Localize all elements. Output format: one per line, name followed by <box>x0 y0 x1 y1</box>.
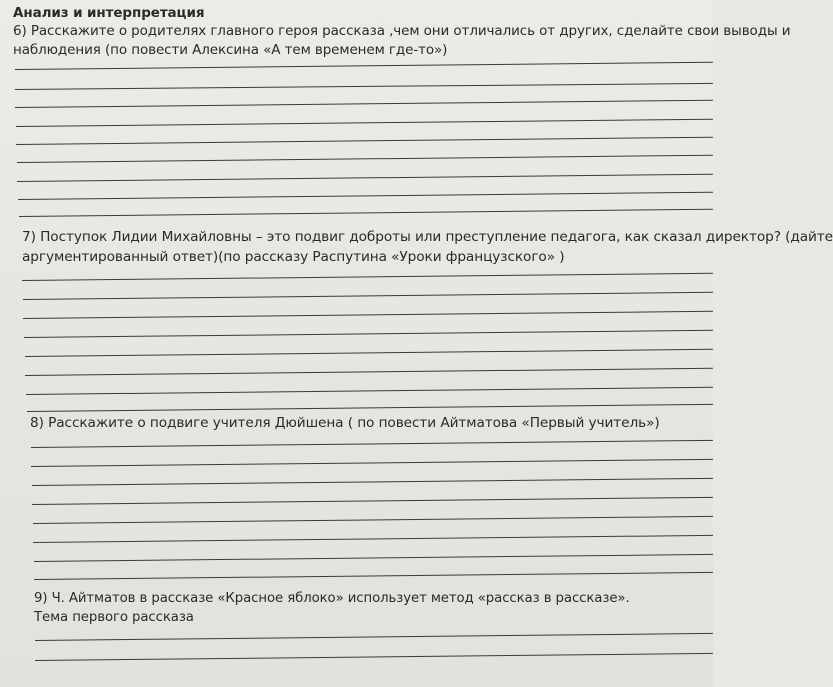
answer-line[interactable] <box>35 633 713 641</box>
answer-line[interactable] <box>18 192 713 200</box>
answer-line[interactable] <box>15 62 713 70</box>
section-title: Анализ и интерпретация <box>13 5 205 21</box>
answer-line[interactable] <box>31 459 713 467</box>
question-6-line-1: 6) Расскажите о родителях главного героя рассказа ,чем они отличались от других, сделайте свои выводы и <box>13 23 791 39</box>
answer-line[interactable] <box>23 292 713 300</box>
answer-line[interactable] <box>24 330 713 338</box>
answer-line[interactable] <box>15 100 713 108</box>
answer-line[interactable] <box>22 273 713 281</box>
answer-line[interactable] <box>23 311 713 319</box>
answer-line[interactable] <box>17 155 713 163</box>
question-6-line-2: наблюдения (по повести Алексина «А тем временем где-то») <box>13 42 448 58</box>
answer-line[interactable] <box>33 535 713 543</box>
question-7-line-1: 7) Поступок Лидии Михайловны – это подвиг доброты или преступление педагога, как сказал директор? (дайте <box>22 229 833 245</box>
answer-line[interactable] <box>27 404 713 412</box>
answer-line[interactable] <box>16 119 713 127</box>
answer-line[interactable] <box>32 478 713 486</box>
question-8-line-1: 8) Расскажите о подвиге учителя Дюйшена ( по повести Айтматова «Первый учитель») <box>30 415 660 431</box>
answer-line[interactable] <box>17 174 713 182</box>
answer-line[interactable] <box>16 137 713 145</box>
answer-line[interactable] <box>34 554 713 562</box>
answer-line[interactable] <box>32 497 713 505</box>
question-7-line-2: аргументированный ответ)(по рассказу Распутина «Уроки французского» ) <box>22 249 565 265</box>
answer-line[interactable] <box>26 387 713 395</box>
answer-line[interactable] <box>25 349 713 357</box>
question-9-line-2: Тема первого рассказа <box>34 610 194 625</box>
answer-line[interactable] <box>31 440 713 448</box>
answer-line[interactable] <box>35 653 713 661</box>
answer-line[interactable] <box>25 368 713 376</box>
answer-line[interactable] <box>34 572 713 580</box>
answer-line[interactable] <box>19 209 713 217</box>
answer-line[interactable] <box>33 516 713 524</box>
answer-line[interactable] <box>15 83 713 90</box>
question-9-line-1: 9) Ч. Айтматов в рассказе «Красное яблоко» использует метод «рассказ в рассказе». <box>34 591 630 606</box>
